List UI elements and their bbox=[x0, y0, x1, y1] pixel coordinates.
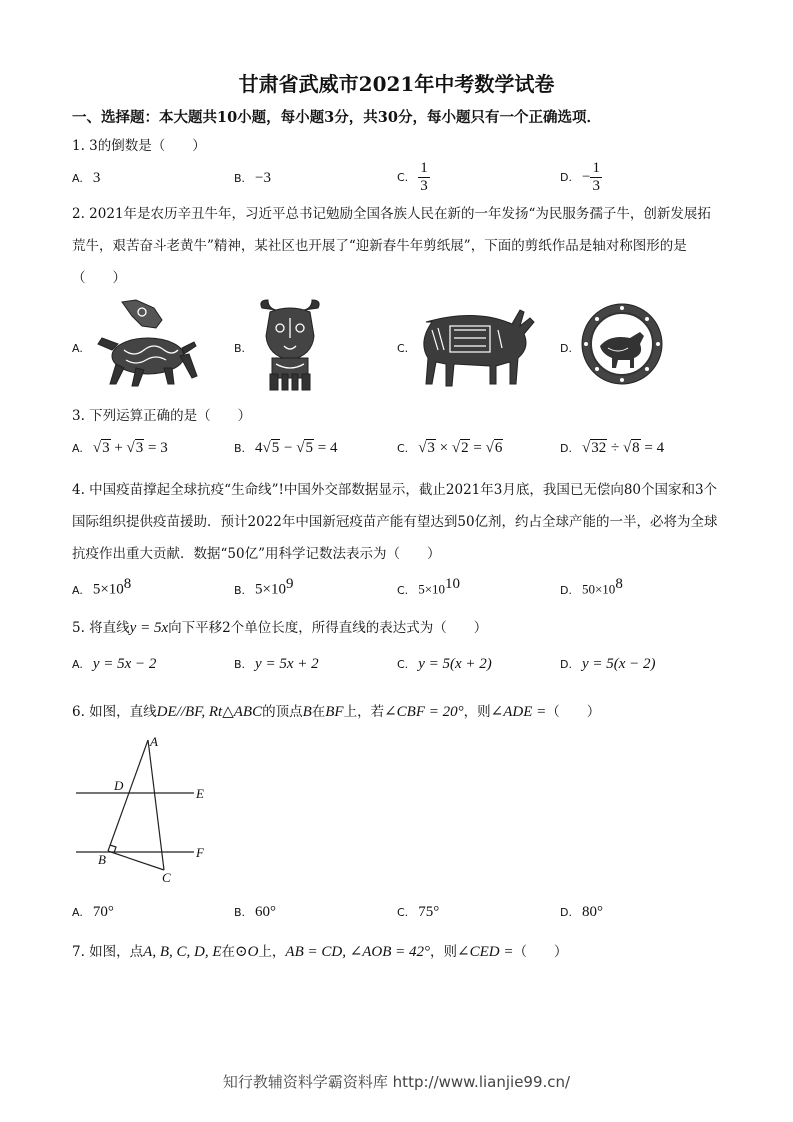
ox-papercut-c-image bbox=[416, 300, 542, 392]
question-4-stem: 4. 中国疫苗撑起全球抗疫“生命线”!中国外交部数据显示，截止2021年3月底，我国已无偿向80个国家和3个国际组织提供疫苗援助．预计2022年中国新冠疫苗产能有望达到50亿剂，约占全球产能的一半，必将为全球抗疫作出重大贡献．数据“50亿”用科学记数法表示为（ ） bbox=[72, 482, 718, 562]
q1-option-d-fraction bbox=[590, 160, 602, 195]
option-label: C. bbox=[397, 342, 409, 355]
stem-math: ⊙O bbox=[235, 944, 259, 960]
q5-option-b[interactable] bbox=[234, 656, 319, 673]
stem-text: 上，若 bbox=[343, 704, 385, 720]
stem-text: ，则 bbox=[430, 944, 458, 960]
operator: ÷ bbox=[607, 440, 623, 456]
radical-sign: √ bbox=[418, 440, 427, 456]
radicand: 2 bbox=[461, 440, 469, 456]
q3-option-c[interactable] bbox=[397, 440, 503, 457]
option-label: D. bbox=[560, 583, 572, 597]
option-label: B. bbox=[234, 583, 246, 597]
page-title: 甘肃省武威市2021年中考数学试卷 bbox=[238, 72, 555, 96]
segment-bc bbox=[108, 851, 164, 870]
ox-papercut-d-image bbox=[580, 302, 664, 386]
radical-sign: 4√ bbox=[255, 440, 271, 456]
option-label: A. bbox=[72, 442, 83, 455]
option-label: B. bbox=[234, 442, 246, 455]
q6-option-b[interactable] bbox=[234, 904, 276, 921]
q5-option-d[interactable] bbox=[560, 656, 656, 673]
q4-option-b-exponent: 9 bbox=[286, 576, 294, 592]
radical-sign: √ bbox=[451, 440, 461, 456]
q3-option-d-expression bbox=[582, 439, 664, 456]
stem-math: B bbox=[302, 704, 312, 720]
question-3-stem: 3. 下列运算正确的是（ ） bbox=[72, 408, 252, 424]
stem-text: （ ） bbox=[513, 944, 568, 960]
stem-text: 7. 如图，点 bbox=[72, 944, 144, 960]
option-label: D. bbox=[560, 906, 572, 919]
q4-option-b[interactable] bbox=[234, 576, 294, 599]
q5-option-a-value: y = 5x − 2 bbox=[92, 656, 157, 672]
q1-option-d-sign: − bbox=[581, 169, 591, 185]
q4-option-d-exponent: 8 bbox=[615, 576, 623, 592]
option-label: C. bbox=[397, 583, 409, 597]
q4-option-d[interactable] bbox=[560, 576, 623, 598]
stem-text: ，则 bbox=[463, 704, 491, 720]
numerator: 1 bbox=[592, 160, 600, 176]
result: = 4 bbox=[640, 440, 665, 456]
stem-text: 向下平移2个单位长度，所得直线的表达式为（ ） bbox=[168, 620, 488, 636]
question-5-stem bbox=[72, 616, 487, 637]
q6-option-d[interactable] bbox=[560, 904, 603, 921]
option-label: B. bbox=[234, 342, 246, 355]
radical-sign: √ bbox=[296, 440, 305, 456]
denominator: 3 bbox=[420, 178, 428, 194]
q6-option-c-value: 75° bbox=[418, 904, 440, 920]
ox-papercut-b-image bbox=[256, 298, 324, 392]
point-label-b: B bbox=[98, 852, 106, 867]
q5-option-b-value: y = 5x + 2 bbox=[255, 656, 319, 672]
stem-text: 在 bbox=[311, 704, 326, 720]
q3-option-b[interactable] bbox=[234, 440, 337, 457]
stem-text: 5. 将直线 bbox=[72, 620, 130, 636]
radicand: 8 bbox=[632, 440, 640, 456]
q3-option-c-expression bbox=[418, 439, 503, 456]
q1-option-d[interactable] bbox=[560, 160, 602, 195]
radical-sign: √ bbox=[126, 440, 135, 456]
q4-option-a[interactable] bbox=[72, 576, 131, 599]
radicand: 3 bbox=[102, 440, 110, 456]
operator: + bbox=[110, 440, 127, 456]
stem-math: ∠ADE = bbox=[490, 704, 547, 720]
q2-option-a[interactable] bbox=[72, 340, 93, 356]
option-label: C. bbox=[397, 442, 409, 455]
option-label: C. bbox=[397, 658, 409, 671]
q4-option-c-exponent: 10 bbox=[445, 576, 461, 592]
q6-option-a-value: 70° bbox=[92, 904, 114, 920]
radical-sign: √ bbox=[485, 440, 494, 456]
option-label: B. bbox=[234, 658, 246, 671]
q4-option-a-exponent: 8 bbox=[123, 576, 132, 592]
denominator: 3 bbox=[592, 178, 600, 194]
option-label: A. bbox=[72, 906, 83, 919]
question-1-stem: 1. 3的倒数是（ ） bbox=[72, 138, 206, 154]
q3-option-b-expression bbox=[255, 439, 337, 456]
stem-math: DE//BF, Rt△ABC bbox=[156, 704, 263, 720]
q6-option-c[interactable] bbox=[397, 904, 439, 921]
stem-text: 上， bbox=[258, 944, 286, 960]
stem-math: A, B, C, D, E bbox=[143, 944, 222, 960]
radical-sign: √ bbox=[622, 440, 632, 456]
point-label-a: A bbox=[150, 734, 158, 749]
result: = 3 bbox=[144, 440, 168, 456]
q1-option-b[interactable] bbox=[234, 170, 271, 187]
radical-sign: √ bbox=[92, 440, 102, 456]
option-label: C. bbox=[397, 906, 409, 919]
q3-option-d[interactable] bbox=[560, 440, 664, 457]
option-label: D. bbox=[560, 442, 572, 455]
stem-text: 6. 如图，直线 bbox=[72, 704, 157, 720]
q3-option-a-expression bbox=[93, 439, 168, 456]
option-label: C. bbox=[397, 171, 409, 184]
radicand: 5 bbox=[271, 440, 280, 456]
q4-option-a-base: 5×10 bbox=[92, 581, 124, 598]
q4-option-b-base: 5×10 bbox=[255, 581, 287, 598]
segment-ac bbox=[148, 740, 164, 870]
option-label: B. bbox=[234, 172, 246, 185]
question-2-stem: 2. 2021年是农历辛丑牛年，习近平总书记勉励全国各族人民在新的一年发扬“为民服务孺子牛，创新发展拓荒牛，艰苦奋斗老黄牛”精神，某社区也开展了“迎新春牛年剪纸展”，下面的剪纸作品是轴对称图形的是（ ） bbox=[72, 206, 711, 286]
operator: − bbox=[280, 440, 297, 456]
q6-option-a[interactable] bbox=[72, 904, 114, 921]
option-label: A. bbox=[72, 342, 83, 355]
point-label-f: F bbox=[196, 845, 204, 860]
q4-option-c[interactable] bbox=[397, 576, 460, 598]
operator: × bbox=[435, 440, 452, 456]
option-label: A. bbox=[72, 172, 83, 185]
q5-option-d-value: y = 5(x − 2) bbox=[581, 656, 656, 672]
point-label-e: E bbox=[196, 786, 204, 801]
stem-text: 在 bbox=[221, 944, 235, 960]
option-label: B. bbox=[234, 906, 246, 919]
q4-option-d-base: 50×10 bbox=[581, 581, 616, 597]
point-label-d: D bbox=[114, 778, 124, 793]
q2-option-b[interactable] bbox=[234, 340, 255, 356]
q6-option-d-value: 80° bbox=[581, 904, 603, 920]
result: = 4 bbox=[313, 440, 338, 456]
radical-sign: √ bbox=[581, 440, 591, 456]
option-label: D. bbox=[560, 171, 572, 184]
option-label: D. bbox=[560, 342, 572, 355]
stem-text: （ ） bbox=[546, 704, 601, 720]
option-label: A. bbox=[72, 583, 83, 597]
footer-watermark: 知行教辅资料学霸资料库 http://www.lianjie99.cn/ bbox=[222, 1073, 571, 1091]
q5-option-c-value: y = 5(x + 2) bbox=[418, 656, 492, 672]
q3-option-a[interactable] bbox=[72, 440, 168, 457]
section-heading: 一、选择题：本大题共10小题，每小题3分，共30分，每小题只有一个正确选项． bbox=[72, 109, 601, 126]
q1-option-a-value: 3 bbox=[92, 170, 101, 186]
stem-math: ∠CBF = 20° bbox=[384, 704, 464, 720]
q1-option-c[interactable] bbox=[397, 160, 430, 195]
stem-text: 的顶点 bbox=[262, 704, 303, 720]
ox-papercut-a-image bbox=[92, 298, 200, 390]
q5-option-c[interactable] bbox=[397, 656, 492, 673]
q6-option-b-value: 60° bbox=[255, 904, 277, 920]
stem-math: y = 5x bbox=[129, 620, 169, 636]
radicand: 6 bbox=[494, 440, 503, 456]
radicand: 3 bbox=[135, 440, 144, 456]
numerator: 1 bbox=[420, 160, 428, 176]
radicand: 5 bbox=[305, 440, 313, 456]
q1-option-b-value: −3 bbox=[255, 170, 272, 186]
q4-option-c-base: 5×10 bbox=[418, 581, 446, 597]
q1-option-a[interactable] bbox=[72, 170, 100, 187]
segment-ab bbox=[108, 740, 148, 851]
radicand: 3 bbox=[427, 440, 435, 456]
stem-math: BF bbox=[325, 704, 344, 720]
question-6-stem bbox=[72, 700, 600, 721]
q6-geometry-figure bbox=[70, 730, 220, 890]
option-label: D. bbox=[560, 658, 572, 671]
stem-math: ∠CED = bbox=[457, 944, 514, 960]
question-7-stem bbox=[72, 940, 568, 961]
q1-option-c-fraction bbox=[418, 160, 430, 195]
stem-math: AB = CD, ∠AOB = 42° bbox=[285, 944, 431, 960]
radicand: 32 bbox=[591, 440, 607, 456]
option-label: A. bbox=[72, 658, 83, 671]
q5-option-a[interactable] bbox=[72, 656, 156, 673]
q2-option-c[interactable] bbox=[397, 340, 418, 356]
equals: = bbox=[469, 440, 486, 456]
q2-option-d[interactable] bbox=[560, 340, 582, 356]
point-label-c: C bbox=[162, 870, 171, 885]
